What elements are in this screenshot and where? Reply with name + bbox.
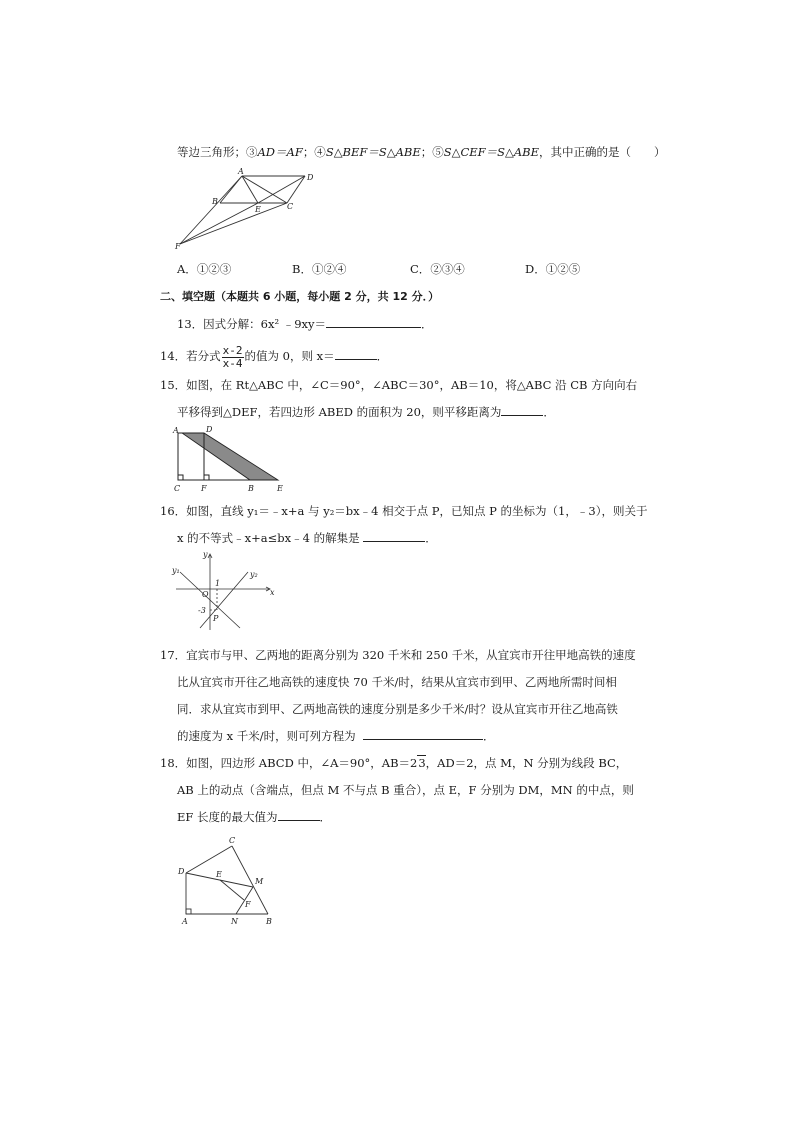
q18-label-N: N: [231, 917, 238, 926]
q12-option-d-letter: D．: [525, 262, 546, 276]
q16-label-x: x: [270, 588, 275, 597]
q12-option-d-text: ①②⑤: [545, 262, 581, 276]
q18-text-3: EF 长度的最大值为: [177, 810, 278, 824]
q12-label-A: A: [238, 167, 244, 176]
q18-number: 18．: [160, 756, 187, 770]
q18-text-1-pre: 如图，四边形 ABCD 中，∠A＝90°，AB＝2: [186, 756, 418, 770]
q15-label-F: F: [201, 484, 207, 493]
q15-label-E: E: [277, 484, 283, 493]
q17-text-1: 宜宾市与甲、乙两地的距离分别为 320 千米和 250 千米，从宜宾市开往甲地高铁的速度: [186, 648, 636, 662]
q12-statement-5: S△CEF＝S△ABE: [443, 145, 540, 159]
q15-end: ．: [543, 405, 555, 419]
q18-text-1-post: ，AD＝2，点 M，N 分别为线段 BC，: [425, 756, 628, 770]
q18-label-M: M: [255, 877, 264, 886]
q15-text-2: 平移得到△DEF，若四边形 ABED 的面积为 20，则平移距离为: [177, 405, 502, 419]
q12-statement-4: S△BEF＝S△ABE: [325, 145, 421, 159]
q14-text-pre: 若分式: [186, 349, 221, 363]
q15-label-D: D: [206, 425, 213, 434]
q12-label-B: B: [212, 197, 218, 206]
q13-end: ．: [421, 317, 433, 331]
q16-end: ．: [425, 531, 437, 545]
q12-tail-end: ，其中正确的是（ ）: [539, 145, 666, 159]
q18-label-E: E: [216, 870, 222, 879]
q12-option-c-text: ②③④: [430, 262, 465, 276]
q16-label-origin: O: [202, 590, 209, 599]
q16-label-tick-1: 1: [215, 579, 221, 588]
q17-end: ．: [482, 729, 495, 743]
section-heading: 二、填空题（本题共 6 小题，每小题 2 分，共 12 分．）: [160, 290, 440, 303]
q12-label-D: D: [307, 173, 314, 182]
q12-statement-3: AD＝AF: [257, 145, 303, 159]
q17-number: 17．: [160, 648, 187, 662]
q15-text-1: 如图，在 Rt△ABC 中，∠C＝90°，∠ABC＝30°，AB＝10，将△ABC 沿 CB 方向向右: [186, 378, 638, 392]
q17-line3: 同．求从宜宾市到甲、乙两地高铁的速度分别是多少千米/时？设从宜宾市开往乙地高铁: [177, 702, 618, 716]
q14-frac-numerator: x-2: [222, 343, 243, 357]
q12-sep1: ；④: [302, 145, 326, 159]
q12-option-b-letter: B．: [292, 262, 312, 276]
q17-line2: 比从宜宾市开往乙地高铁的速度快 70 千米/时，结果从宜宾市到甲、乙两地所需时间相: [177, 675, 617, 689]
q16-label-y: y: [203, 550, 208, 559]
q18-label-A: A: [182, 917, 188, 926]
q16-label-y1: y₁: [172, 566, 180, 575]
q12-tail-prefix: 等边三角形；③: [177, 145, 258, 159]
q18-sqrt-radicand: 3: [418, 756, 426, 770]
q12-option-b-text: ①②④: [311, 262, 347, 276]
q18-label-D: D: [178, 867, 185, 876]
q18-line2: AB 上的动点（含端点，但点 M 不与点 B 重合），点 E，F 分别为 DM，MN 的中点，则: [177, 783, 634, 797]
q12-label-F: F: [175, 242, 181, 251]
q12-label-E: E: [255, 205, 261, 214]
q15-number: 15．: [160, 378, 187, 392]
q16-label-P: P: [213, 614, 219, 623]
q12-label-C: C: [287, 202, 294, 211]
q18-end: ．: [319, 810, 332, 824]
q16-text-2: x 的不等式﹣x+a≤bx﹣4 的解集是: [177, 531, 360, 545]
q16-number: 16．: [160, 504, 187, 518]
q18-seg-DC: [186, 846, 232, 873]
q18-right-angle-A: [186, 909, 191, 914]
q12-sep2: ；⑤: [420, 145, 444, 159]
q18-label-B: B: [266, 917, 272, 926]
q14-number: 14．: [160, 349, 187, 363]
q18-label-C: C: [229, 836, 236, 845]
q17-text-4: 的速度为 x 千米/时，则可列方程为: [177, 729, 356, 743]
q16-label-y2: y₂: [250, 570, 258, 579]
q12-option-a-letter: A．: [177, 262, 197, 276]
q13-text: 因式分解：6x² ﹣9xy＝: [203, 317, 327, 331]
q16-text-1: 如图，直线 y₁＝﹣x+a 与 y₂＝bx﹣4 相交于点 P，已知点 P 的坐标为（1，﹣3），则关于: [186, 504, 648, 518]
q18-label-F: F: [245, 900, 251, 909]
q12-option-a-text: ①②③: [196, 262, 232, 276]
q15-label-B: B: [248, 484, 254, 493]
q16-label-tick-neg3: -3: [198, 606, 206, 615]
q12-option-c-letter: C．: [410, 262, 431, 276]
q15-label-C: C: [174, 484, 181, 493]
q13-number: 13．: [177, 317, 204, 331]
q15-label-A: A: [173, 426, 179, 435]
q14-frac-denominator: x-4: [222, 356, 243, 370]
q14-text-mid: 的值为 0，则 x＝: [244, 349, 335, 363]
q14-end: ．: [376, 349, 389, 363]
